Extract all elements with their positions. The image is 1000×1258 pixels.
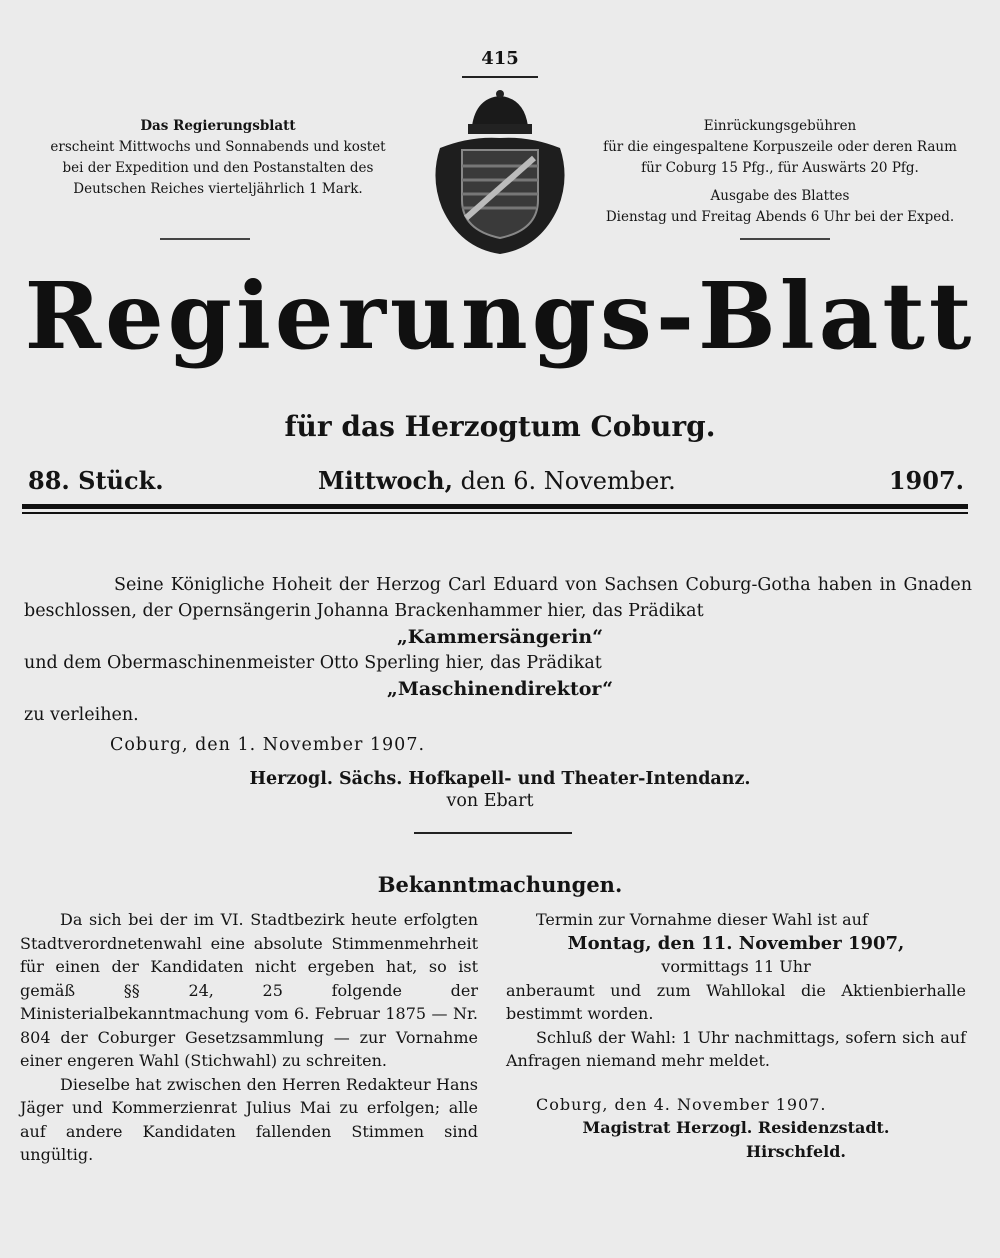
issue-number: 88. Stück. [28,466,164,495]
right-column-time: vormittags 11 Uhr [661,957,811,976]
issue-date [318,466,676,495]
right-notice-line2: für die eingespaltene Korpuszeile oder deren Raum [603,139,957,155]
left-column [20,908,478,1167]
announcement-signature: von Ebart [446,791,534,811]
issue-year: 1907. [888,466,964,495]
right-column-closing: Schluß der Wahl: 1 Uhr nachmittags, sofern sich auf Anfragen niemand mehr meldet. [506,1027,966,1070]
announcement-title-2: „Maschinendirektor“ [386,678,614,700]
right-column-authority: Magistrat Herzogl. Residenzstadt. [582,1118,890,1137]
coat-of-arms-crest [420,88,580,258]
masthead-title: Regierungs-Blatt [24,262,976,370]
right-column-line-1: Termin zur Vornahme dieser Wahl ist auf [536,910,868,929]
right-notice-line4: Ausgabe des Blattes [710,188,850,204]
section-title: Bekanntmachungen. [377,872,623,897]
left-column-paragraph-1: Da sich bei der im VI. Stadtbezirk heute erfolgten Stadtverordnetenwahl eine absolute Stimmenmehrheit für einen der Kandidaten nicht ergeben hat, so ist gemäß §§ 24, 25 folgende der Ministerialbekanntmachung vom 6. Februar 1875 — Nr. 804 der Coburger Gesetzsammlung — zur Vornahme einer engeren Wahl (Stichwahl) zu schreiten. [20,910,478,1070]
announcement-place-date: Coburg, den 1. November 1907. [110,735,426,755]
announcement-paragraph-2: und dem Obermaschinenmeister Otto Sperling hier, das Prädikat [24,653,602,673]
right-notice-line3: für Coburg 15 Pfg., für Auswärts 20 Pfg. [641,160,919,176]
right-column-place-date: Coburg, den 4. November 1907. [536,1094,827,1114]
right-notice-fees [580,116,980,179]
issue-weekday: Mittwoch, [318,466,453,495]
announcement-paragraph-3: zu verleihen. [24,705,139,725]
left-notice-line2: erscheint Mittwochs und Sonnabends und kostet [50,139,386,155]
page-number-rule [462,76,538,78]
right-notice-rule [740,238,830,240]
section-divider [414,832,572,834]
announcement-title-1: „Kammersängerin“ [396,626,604,648]
right-column-date-bold: Montag, den 11. November 1907, [567,932,905,954]
left-notice-rule [160,238,250,240]
right-column-signature: Hirschfeld. [746,1141,846,1161]
issue-date-text: den 6. November. [460,467,676,495]
right-notice-line1: Einrückungsgebühren [703,118,857,134]
issue-line [28,466,968,498]
left-column-paragraph-2: Dieselbe hat zwischen den Herren Redakteur Hans Jäger und Kommerzienrat Julius Mai zu erfolgen; alle auf andere Kandidaten fallenden Stimmen sind ungültig. [20,1074,478,1164]
right-notice-line5: Dienstag und Freitag Abends 6 Uhr bei der Exped. [605,209,955,225]
right-column-location: anberaumt und zum Wahllokal die Aktienbierhalle bestimmt worden. [506,980,966,1023]
left-notice-line3: bei der Expedition und den Postanstalten des [62,160,374,176]
left-notice-line1: Das Regierungsblatt [140,118,296,134]
page-number: 415 [481,48,519,69]
right-column [506,908,966,1163]
left-notice [24,116,412,200]
right-notice-issue [580,186,980,228]
left-notice-line4: Deutschen Reiches vierteljährlich 1 Mark. [73,181,363,197]
announcement-authority: Herzogl. Sächs. Hofkapell- und Theater-Intendanz. [249,769,751,789]
announcement-paragraph-1: Seine Königliche Hoheit der Herzog Carl Eduard von Sachsen Coburg-Gotha haben in Gnaden beschlossen, der Opernsängerin Johanna Brackenhammer hier, das Prädikat [24,575,972,621]
masthead-thin-rule [22,512,968,514]
masthead-subtitle: für das Herzogtum Coburg. [284,410,716,443]
masthead-thick-rule [22,504,968,509]
